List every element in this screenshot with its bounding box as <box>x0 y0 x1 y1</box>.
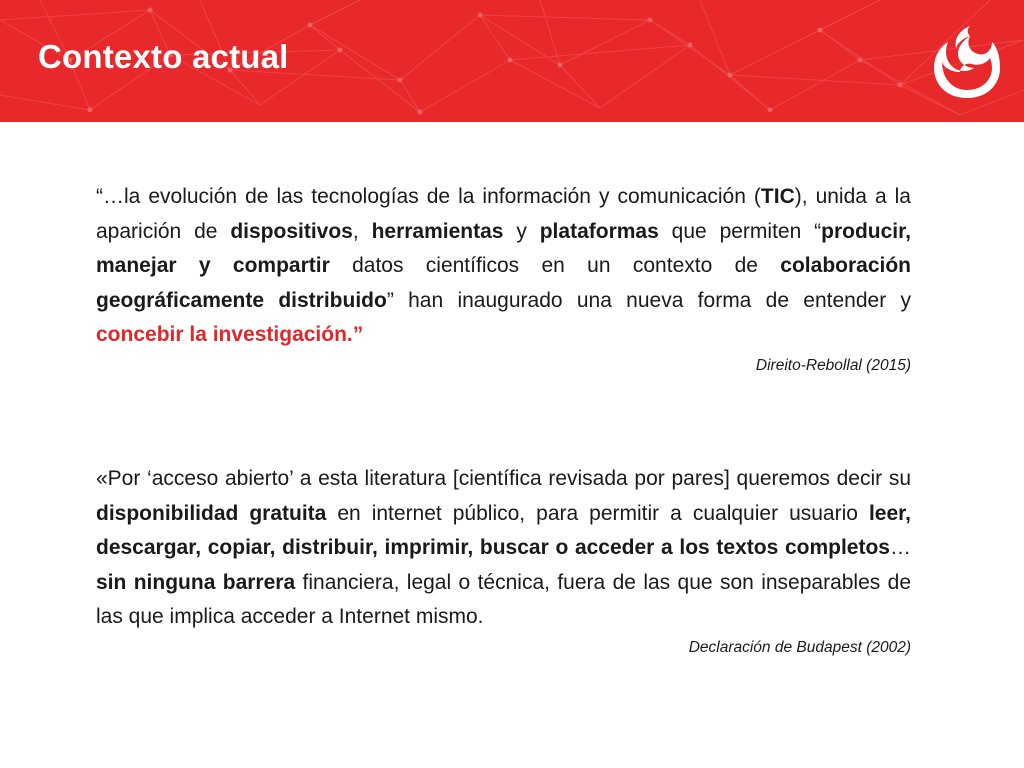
quote-bold-segment: colaboración geográficamente distribuido <box>96 254 911 312</box>
quote-bold-segment: TIC <box>760 185 795 208</box>
quote-bold-segment: sin ninguna barrera <box>96 570 296 594</box>
quote-text-segment: ” han inaugurado una nueva forma de entender y <box>386 288 912 312</box>
quote-text-segment: “…la evolución de las tecnologías de la información y comunicación ( <box>96 185 761 208</box>
quote-text-segment: en internet público, para permitir a cualquier usuario <box>326 501 869 525</box>
flame-logo-icon <box>930 22 1004 100</box>
quote-bold-segment: dispositivos <box>230 219 353 243</box>
quote-text-segment: ), unida a la aparición de <box>96 185 911 243</box>
quote-text-segment: que permiten “ <box>658 219 822 243</box>
quote-bold-segment: leer, descargar, copiar, distribuir, imprimir, buscar o acceder a los textos completos <box>96 501 911 559</box>
quote-citation: Direito-Rebollal (2015) <box>755 356 911 374</box>
quote-bold-segment: producir, manejar y compartir <box>96 219 911 277</box>
title-banner <box>0 0 1024 122</box>
quote-text-segment: … <box>890 536 911 559</box>
slide-title: Contexto actual <box>38 38 289 75</box>
quote-text-segment: , <box>352 219 372 243</box>
quote-open-access <box>96 462 911 659</box>
quote-text-segment: «Por ‘acceso abierto’ a esta literatura [científica revisada por pares] queremos decir su <box>96 467 911 490</box>
quote-highlight-segment: concebir la investigación.” <box>96 323 364 346</box>
quote-text-segment: datos científicos en un contexto de <box>329 254 781 277</box>
quote-bold-segment: disponibilidad gratuita <box>96 501 327 525</box>
quote-bold-segment: herramientas <box>371 219 504 243</box>
quote-text <box>96 180 911 353</box>
quote-text <box>96 462 911 635</box>
quote-text-segment: financiera, legal o técnica, fuera de las que son inseparables de las que implica acceder a Internet mismo. <box>96 570 912 628</box>
quote-text-segment: y <box>503 219 540 243</box>
quote-tic <box>96 180 911 377</box>
quote-citation: Declaración de Budapest (2002) <box>688 638 911 656</box>
quote-bold-segment: plataformas <box>539 219 659 243</box>
